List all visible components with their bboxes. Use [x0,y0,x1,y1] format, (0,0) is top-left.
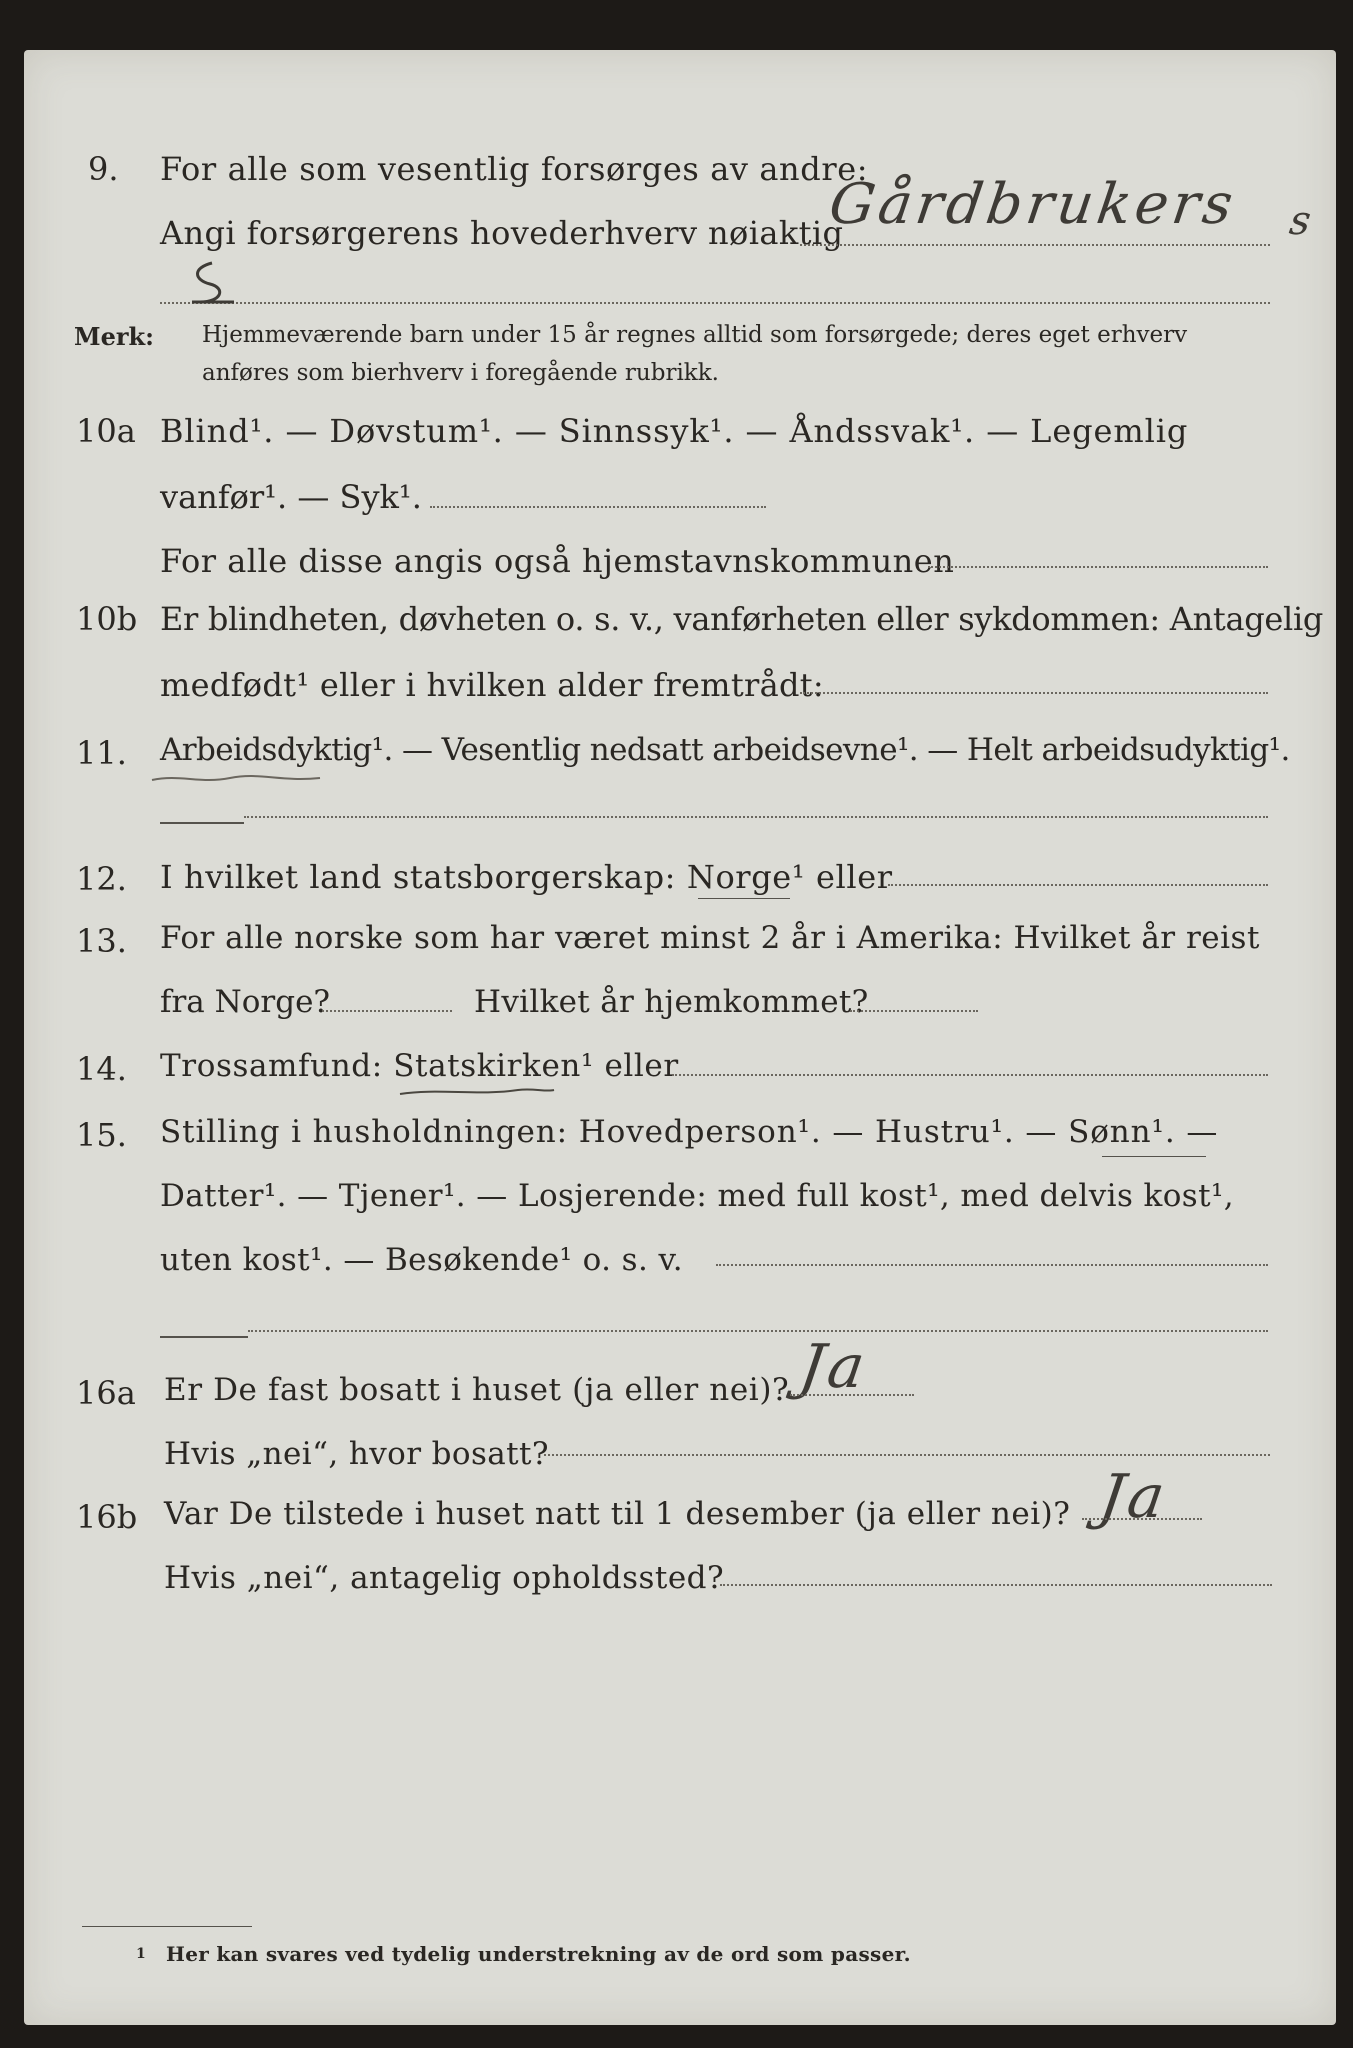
handwritten-answer: Ja [795,1332,873,1402]
question-text: Blind¹. — Døvstum¹. — Sinnssyk¹. — Åndssvak¹. — Legemlig [160,412,1189,450]
answer-line [160,302,1270,304]
question-text: fra Norge? [160,984,331,1020]
handwritten-answer: Ja [1095,1462,1173,1532]
question-number: 13. [76,922,127,960]
answer-line [544,1454,1270,1456]
question-number: 15. [76,1116,127,1154]
question-text: Hvilket år hjemkommet? [474,984,869,1020]
question-text: For alle norske som har været minst 2 år i Amerika: Hvilket år reist [160,920,1260,956]
answer-line [928,566,1268,568]
footnote-text: Her kan svares ved tydelig understrekning av de ord som passer. [166,1942,911,1966]
answer-line [430,506,766,508]
question-text: For alle disse angis også hjemstavnskommunen [160,542,955,580]
footnote-rule [82,1926,252,1927]
handwritten-answer: Gårdbrukers [825,172,1241,237]
answer-line [672,1074,1268,1076]
question-text: vanfør¹. — Syk¹. [160,478,422,516]
answer-line [248,1330,1268,1332]
question-text: Er De fast bosatt i huset (ja eller nei)? [164,1372,790,1408]
question-text: Var De tilstede i huset natt til 1 desember (ja eller nei)? [164,1496,1071,1532]
question-number: 10a [76,412,136,450]
answer-line [800,692,1268,694]
note-label: Merk: [74,322,154,351]
question-number: 16a [76,1374,136,1412]
underline-mark [150,772,330,786]
answer-line [160,822,244,824]
answer-line [800,244,1270,246]
handwritten-answer: s [1286,198,1318,244]
question-text: Er blindheten, døvheten o. s. v., vanførheten eller sykdommen: Antagelig [160,600,1324,638]
question-number: 9. [88,150,119,188]
question-number: 11. [76,734,127,772]
answer-line [716,1264,1268,1266]
question-text: Hvis „nei“, antagelig opholdssted? [164,1560,725,1596]
answer-line [160,1336,248,1338]
question-text: I hvilket land statsborgerskap: Norge¹ eller [160,858,893,896]
question-text: uten kost¹. — Besøkende¹ o. s. v. [160,1242,683,1278]
answer-line [790,1394,914,1396]
answer-line [850,1010,978,1012]
question-number: 10b [76,600,138,638]
question-text: Datter¹. — Tjener¹. — Losjerende: med full kost¹, med delvis kost¹, [160,1178,1235,1214]
question-text: Hvis „nei“, hvor bosatt? [164,1436,549,1472]
question-text: Stilling i husholdningen: Hovedperson¹. — Hustru¹. — Sønn¹. — [160,1114,1219,1150]
question-number: 16b [76,1498,138,1536]
answer-line [888,884,1268,886]
question-number: 14. [76,1050,127,1088]
answer-line [720,1584,1272,1586]
question-text: Angi forsørgerens hovederhverv nøiaktig [160,214,844,252]
question-text: Trossamfund: Statskirken¹ eller [160,1048,679,1084]
question-text: medfødt¹ eller i hvilken alder fremtrådt: [160,666,824,704]
note-text: anføres som bierhverv i foregående rubrikk. [202,360,719,386]
answer-line [1082,1518,1202,1520]
handwritten-mark [182,258,242,308]
underline-mark [398,1086,558,1098]
answer-line [244,816,1268,818]
underline-mark [698,898,790,899]
question-text: Arbeidsdyktig¹. — Vesentlig nedsatt arbeidsevne¹. — Helt arbeidsudyktig¹. [160,732,1290,768]
footnote-marker: 1 [136,1946,146,1962]
note-text: Hjemmeværende barn under 15 år regnes alltid som forsørgede; deres eget erhverv [202,322,1188,348]
underline-mark [1102,1156,1206,1157]
question-number: 12. [76,860,127,898]
answer-line [322,1010,452,1012]
question-text: For alle som vesentlig forsørges av andre: [160,150,869,188]
